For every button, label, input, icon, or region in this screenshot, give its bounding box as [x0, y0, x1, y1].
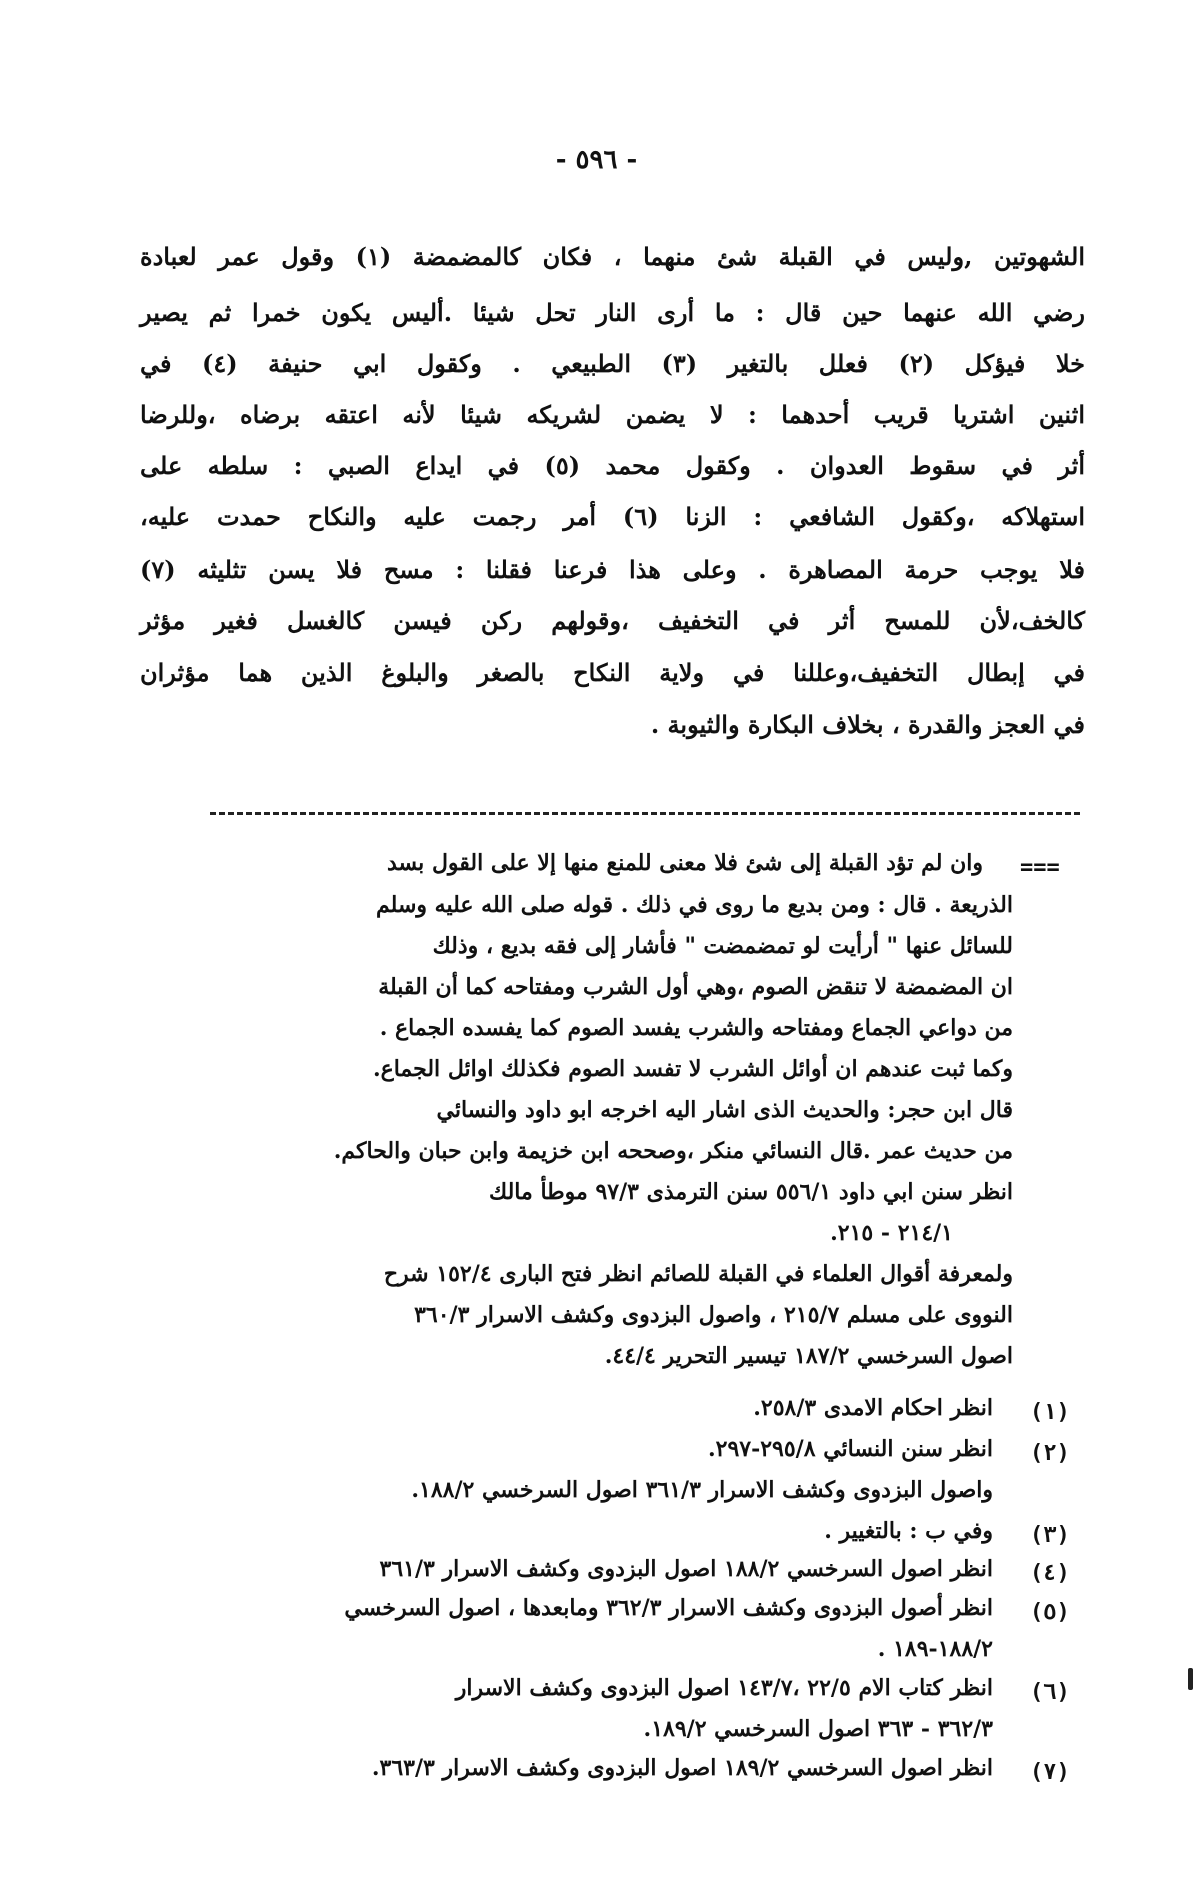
- note-line: للسائل عنها " أرأيت لو تمضمضت " فأشار إلى فقه بديع ، وذلك: [432, 933, 1013, 959]
- footnote-line: ١٨٨/٢-١٨٩ .: [877, 1636, 993, 1662]
- footnote-line: وفي ب : بالتغيير .: [824, 1518, 993, 1544]
- body-line: كالخف،لأن للمسح أثر في التخفيف ،وقولهم ركن فيسن كالغسل فغير مؤثر: [140, 606, 1085, 635]
- footnote-separator: [210, 812, 1080, 815]
- footnote-line: ٣٦٢/٣ - ٣٦٣ اصول السرخسي ١٨٩/٢.: [643, 1716, 993, 1742]
- note-line: ولمعرفة أقوال العلماء في القبلة للصائم انظر فتح البارى ١٥٢/٤ شرح: [383, 1261, 1013, 1287]
- footnote-marker: (٥): [1030, 1600, 1070, 1625]
- body-line: استهلاكه ،وكقول الشافعي : الزنا (٦) أمر رجمت عليه والنكاح حمدت عليه،: [140, 502, 1086, 531]
- body-line: في العجز والقدرة ، بخلاف البكارة والثيوبة .: [650, 710, 1085, 739]
- footnote-marker: (٧): [1030, 1760, 1070, 1785]
- note-line: وان لم تؤد القبلة إلى شئ فلا معنى للمنع منها إلا على القول بسد: [386, 850, 983, 876]
- body-line: في إبطال التخفيف،وعللنا في ولاية النكاح بالصغر والبلوغ الذين هما مؤثران: [140, 658, 1085, 687]
- note-line: الذريعة . قال : ومن بديع ما روى في ذلك . قوله صلى الله عليه وسلم: [376, 892, 1013, 918]
- footnote-line: انظر أصول البزدوى وكشف الاسرار ٣٦٢/٣ ومابعدها ، اصول السرخسي: [344, 1595, 993, 1621]
- note-line: وكما ثبت عندهم ان أوائل الشرب لا تفسد الصوم فكذلك اوائل الجماع.: [372, 1056, 1013, 1082]
- scan-artifact: [1188, 1668, 1193, 1690]
- body-line: اثنين اشتريا قريب أحدهما : لا يضمن لشريكه شيئا لأنه اعتقه برضاه ،وللرضا: [140, 400, 1085, 429]
- footnote-marker: (٦): [1030, 1680, 1070, 1705]
- body-line: رضي الله عنهما حين قال : ما أرى النار تحل شيئا .أليس يكون خمرا ثم يصير: [140, 298, 1085, 327]
- note-line: من حديث عمر .قال النسائي منكر ،وصححه ابن خزيمة وابن حبان والحاكم.: [333, 1138, 1013, 1164]
- footnote-marker: (١): [1030, 1400, 1070, 1425]
- footnote-line: انظر سنن النسائي ٢٩٥/٨-٢٩٧.: [707, 1436, 993, 1462]
- footnote-line: انظر كتاب الام ٢٢/٥ ،١٤٣/٧ اصول البزدوى وكشف الاسرار: [455, 1675, 993, 1701]
- body-line: خلا فيؤكل (٢) فعلل بالتغير (٣) الطبيعي . وكقول ابي حنيفة (٤) في: [140, 349, 1086, 378]
- body-line: أثر في سقوط العدوان . وكقول محمد (٥) في ايداع الصبي : سلطه على: [140, 451, 1085, 480]
- footnote-marker: (٣): [1030, 1523, 1070, 1548]
- note-line: ان المضمضة لا تنقض الصوم ،وهي أول الشرب ومفتاحه كما أن القبلة: [378, 974, 1013, 1000]
- note-line: قال ابن حجر: والحديث الذى اشار اليه اخرجه ابو داود والنسائي: [436, 1097, 1013, 1123]
- footnote-marker: (٢): [1030, 1441, 1070, 1466]
- note-line: اصول السرخسي ١٨٧/٢ تيسير التحرير ٤٤/٤.: [604, 1343, 1013, 1369]
- footnote-line: انظر اصول السرخسي ١٨٨/٢ اصول البزدوى وكشف الاسرار ٣٦١/٣: [379, 1556, 993, 1582]
- body-line: الشهوتين ,وليس في القبلة شئ منهما ، فكان كالمضمضة (١) وقول عمر لعبادة: [140, 242, 1085, 271]
- page-number: - ٥٩٦ -: [555, 145, 638, 175]
- note-line: ٢١٤/١ - ٢١٥.: [830, 1220, 953, 1246]
- note-line: النووى على مسلم ٢١٥/٧ ، واصول البزدوى وكشف الاسرار ٣٦٠/٣: [414, 1302, 1013, 1328]
- body-line: فلا يوجب حرمة المصاهرة . وعلى هذا فرعنا فقلنا : مسح فلا يسن تثليثه (٧): [140, 555, 1085, 584]
- footnote-line: واصول البزدوى وكشف الاسرار ٣٦١/٣ اصول السرخسي ١٨٨/٢.: [411, 1477, 993, 1503]
- footnote-marker: (٤): [1030, 1561, 1070, 1586]
- note-line: من دواعي الجماع ومفتاحه والشرب يفسد الصوم كما يفسده الجماع .: [379, 1015, 1013, 1041]
- note-marker: ===: [1020, 855, 1060, 880]
- note-line: انظر سنن ابي داود ٥٥٦/١ سنن الترمذى ٩٧/٣ موطأ مالك: [489, 1179, 1013, 1205]
- footnote-line: انظر اصول السرخسي ١٨٩/٢ اصول البزدوى وكشف الاسرار ٣٦٣/٣.: [371, 1755, 993, 1781]
- footnote-line: انظر احكام الامدى ٢٥٨/٣.: [753, 1395, 993, 1421]
